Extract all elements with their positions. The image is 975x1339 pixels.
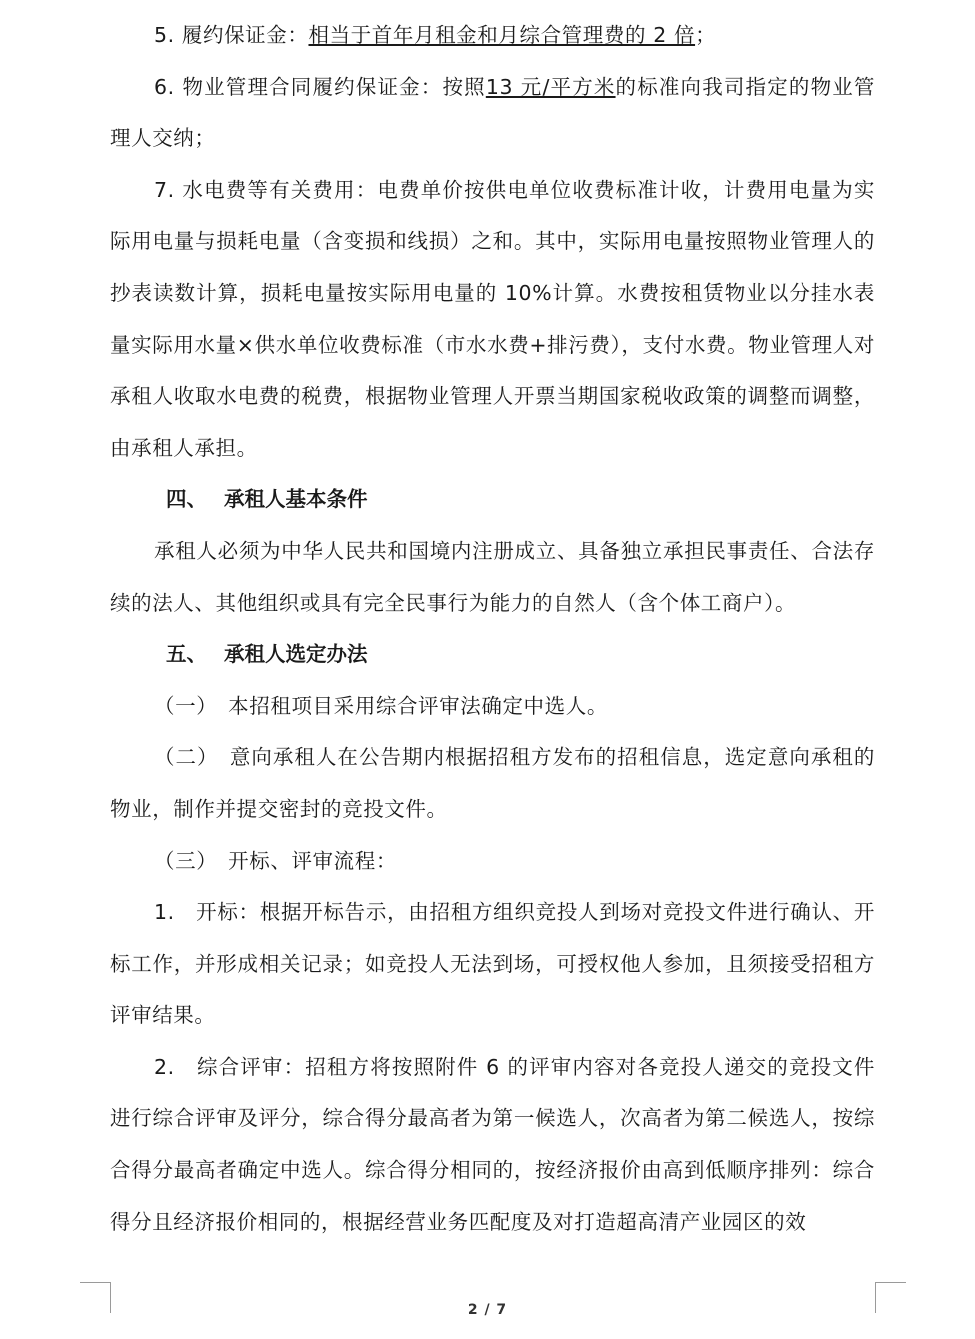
text-run: 的标准向我司指定的物业管理人交纳； xyxy=(110,74,876,151)
paragraph-lessee-conditions: 承租人必须为中华人民共和国境内注册成立、具备独立承担民事责任、合法存续的法人、其他组织或具有完全民事行为能力的自然人（含个体工商户）。 xyxy=(110,538,875,615)
process-item-opening: 1. 开标：根据开标告示，由招租方组织竞投人到场对竞投文件进行确认、开标工作，并形成相关记录；如竞投人无法到场，可授权他人参加，且须接受招租方评审结果。 xyxy=(110,900,875,1028)
text-run: ； xyxy=(695,23,717,47)
section-heading-5 xyxy=(110,629,875,681)
text-run: 5. 履约保证金： xyxy=(154,23,309,47)
paragraph-property-bond xyxy=(110,62,875,165)
page-number: 2 / 7 xyxy=(467,1302,508,1318)
document-body xyxy=(110,10,875,1248)
section-number: 五、 xyxy=(166,642,207,667)
section-heading-4 xyxy=(110,474,875,526)
list-item-process: （三） 开标、评审流程： xyxy=(154,848,397,873)
text-run: 6. 物业管理合同履约保证金：按照 xyxy=(154,74,486,99)
list-item-submission: （二） 意向承租人在公告期内根据招租方发布的招租信息，选定意向承租的物业，制作并提交密封的竞投文件。 xyxy=(110,745,875,821)
paragraph-utilities: 7. 水电费等有关费用：电费单价按供电单位收费标准计收，计费用电量为实际用电量与损耗电量（含变损和线损）之和。其中，实际用电量按照物业管理人的抄表读数计算，损耗电量按实际用电量的 10%计算。水费按租赁物业以分挂水表量实际用水量×供水单位收费标准（市水水费+排污费），支付水费。物业管理人对承租人收取水电费的税费，根据物业管理人开票当期国家税收政策的调整而调整，由承租人承担。 xyxy=(110,177,875,460)
underlined-text: 相当于首年月租金和月综合管理费的 2 倍 xyxy=(308,23,696,47)
list-item-method: （一） 本招租项目采用综合评审法确定中选人。 xyxy=(154,693,608,718)
section-title: 承租人选定办法 xyxy=(224,642,368,667)
process-item-review: 2. 综合评审：招租方将按照附件 6 的评审内容对各竞投人递交的竞投文件进行综合评审及评分，综合得分最高者为第一候选人，次高者为第二候选人，按综合得分最高者确定中选人。综合得分相同的，按经济报价由高到低顺序排列：综合得分且经济报价相同的，根据经营业务匹配度及对打造超高清产业园区的效 xyxy=(110,1054,875,1234)
paragraph-performance-bond xyxy=(110,10,875,62)
section-number: 四、 xyxy=(166,487,207,512)
section-title: 承租人基本条件 xyxy=(224,487,368,512)
underlined-text: 13 元/平方米 xyxy=(485,74,616,99)
